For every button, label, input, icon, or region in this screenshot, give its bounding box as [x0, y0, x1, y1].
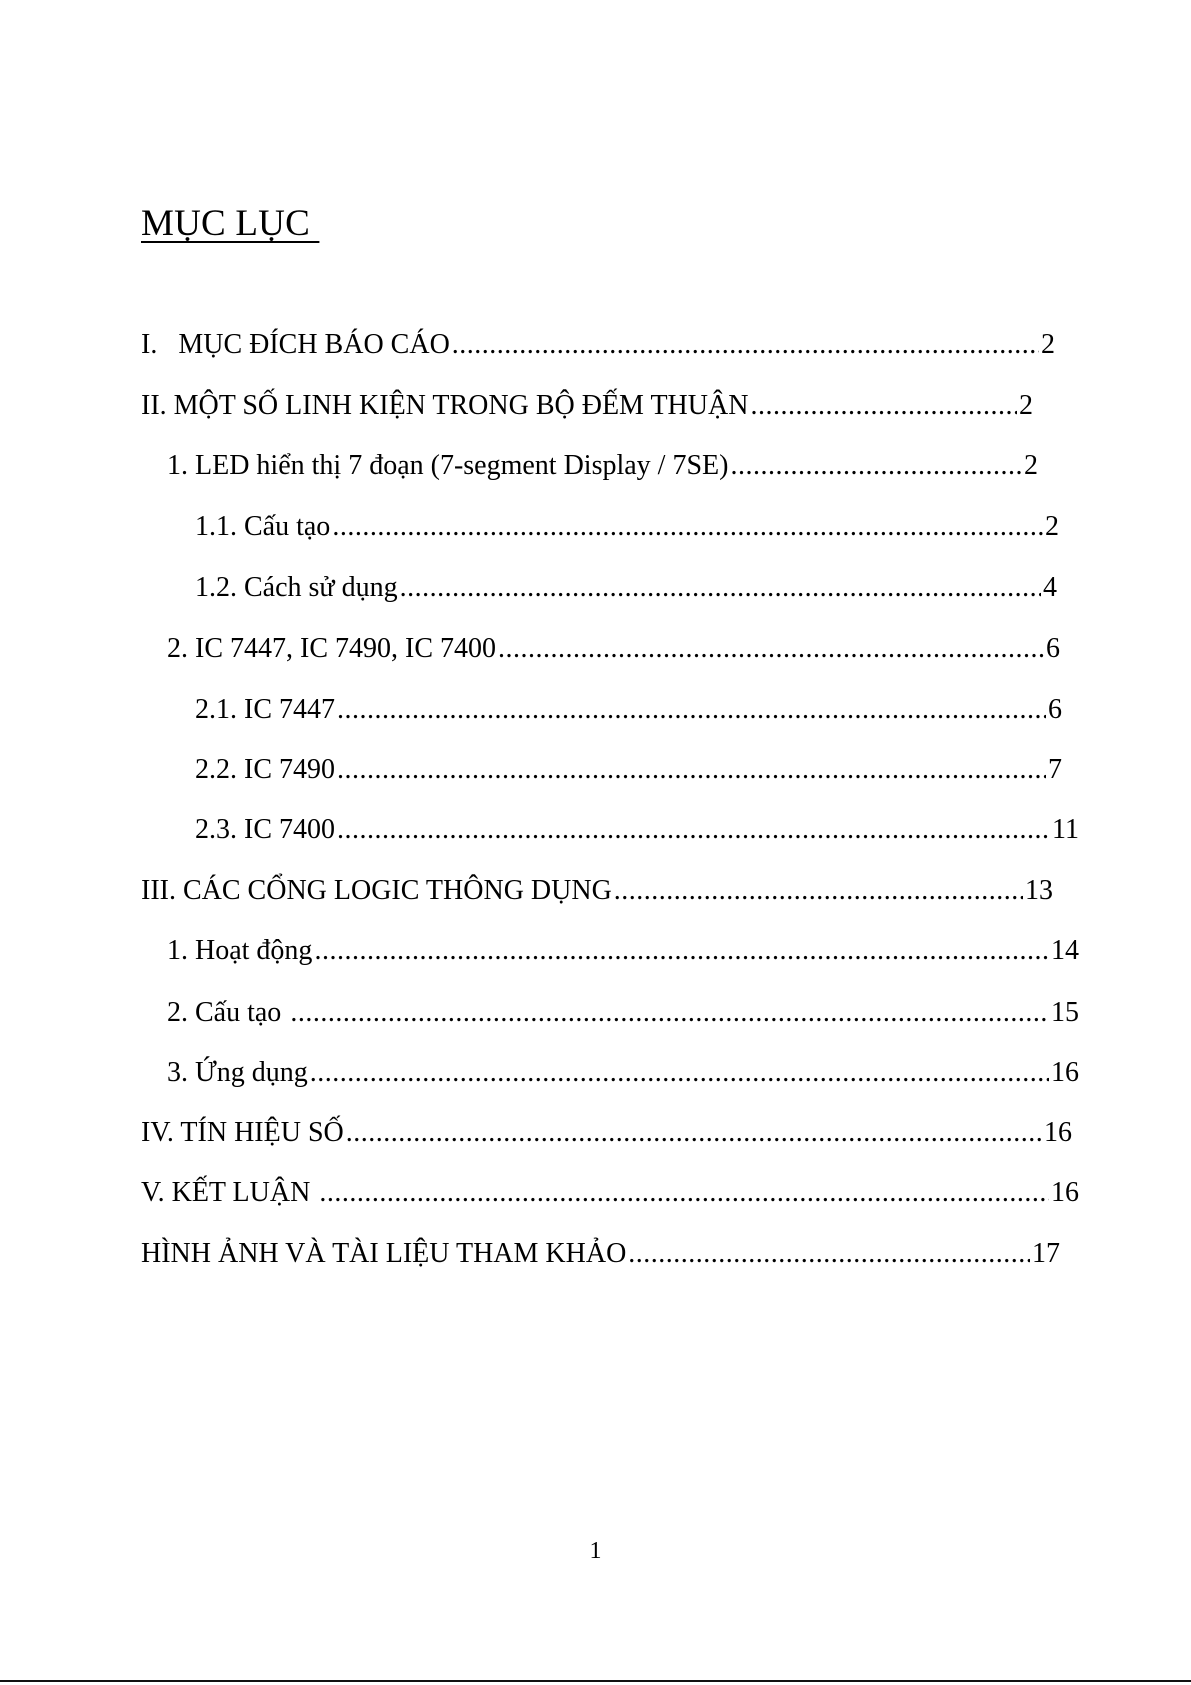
page-number: 1	[589, 1538, 602, 1564]
toc-entry-page: 11	[1052, 814, 1079, 845]
toc-entry[interactable]	[141, 873, 1053, 909]
toc-leader	[452, 327, 1039, 363]
toc-entry[interactable]	[141, 1115, 1072, 1151]
toc-entry-page: 7	[1048, 754, 1062, 785]
toc-entry[interactable]	[167, 933, 1079, 969]
toc-entry[interactable]	[141, 388, 1033, 424]
page-title: MỤC LỤC	[141, 203, 320, 244]
toc-entry[interactable]	[141, 327, 1055, 363]
page-bottom-divider	[0, 1680, 1191, 1682]
toc-leader	[337, 812, 1050, 848]
toc-entry-label: 2.3. IC 7400	[195, 814, 335, 845]
toc-entry[interactable]	[141, 1175, 1079, 1211]
toc-leader	[290, 995, 1049, 1031]
toc-entry[interactable]	[167, 1055, 1079, 1091]
toc-entry-page: 2	[1041, 329, 1055, 360]
toc-entry-label: 1. Hoạt động	[167, 935, 313, 966]
toc-entry-page: 14	[1051, 935, 1079, 966]
toc-entry-page: 16	[1051, 1057, 1079, 1088]
toc-leader	[337, 692, 1046, 728]
toc-leader	[614, 873, 1023, 909]
toc-entry-page: 4	[1043, 572, 1057, 603]
toc-entry[interactable]	[195, 812, 1079, 848]
toc-entry[interactable]	[195, 570, 1057, 606]
toc-entry-page: 6	[1048, 694, 1062, 725]
toc-entry-page: 2	[1024, 450, 1038, 481]
toc-entry-label: I. MỤC ĐÍCH BÁO CÁO	[141, 329, 450, 360]
toc-entry[interactable]	[167, 448, 1038, 484]
toc-leader	[400, 570, 1041, 606]
toc-entry-page: 6	[1046, 633, 1060, 664]
toc-leader	[750, 388, 1017, 424]
toc-entry-page: 16	[1051, 1177, 1079, 1208]
toc-leader	[346, 1115, 1042, 1151]
toc-entry[interactable]	[195, 752, 1062, 788]
toc-entry-label: 1. LED hiển thị 7 đoạn (7-segment Display / 7SE)	[167, 450, 729, 481]
toc-leader	[337, 752, 1046, 788]
toc-entry-page: 13	[1025, 875, 1053, 906]
toc-entry[interactable]	[195, 692, 1062, 728]
toc-entry[interactable]	[141, 1236, 1060, 1272]
toc-entry-label: II. MỘT SỐ LINH KIỆN TRONG BỘ ĐẾM THUẬN	[141, 390, 749, 421]
toc-entry[interactable]	[167, 631, 1060, 667]
toc-entry-label: 2. IC 7447, IC 7490, IC 7400	[167, 633, 496, 664]
toc-entry-label: HÌNH ẢNH VÀ TÀI LIỆU THAM KHẢO	[141, 1238, 627, 1269]
toc-entry-label: 2. Cấu tạo	[167, 997, 289, 1028]
toc-entry-label: 2.2. IC 7490	[195, 754, 335, 785]
toc-leader	[730, 448, 1022, 484]
toc-leader	[332, 509, 1043, 545]
toc-leader	[628, 1236, 1030, 1272]
toc-leader	[310, 1055, 1049, 1091]
toc-entry-label: 1.2. Cách sử dụng	[195, 572, 398, 603]
toc-entry-page: 16	[1044, 1117, 1072, 1148]
toc-entry-page: 2	[1019, 390, 1033, 421]
toc-entry-label: 3. Ứng dụng	[167, 1057, 308, 1088]
toc-entry-label: IV. TÍN HIỆU SỐ	[141, 1117, 344, 1148]
toc-entry-label: 2.1. IC 7447	[195, 694, 335, 725]
toc-entry-page: 2	[1045, 511, 1059, 542]
toc-leader	[498, 631, 1044, 667]
toc-entry-page: 15	[1051, 997, 1079, 1028]
toc-leader	[319, 1175, 1049, 1211]
toc-entry[interactable]	[167, 995, 1079, 1031]
toc-entry-page: 17	[1032, 1238, 1060, 1269]
toc-entry-label: 1.1. Cấu tạo	[195, 511, 331, 542]
toc-leader	[314, 933, 1049, 969]
toc-entry-label: III. CÁC CỔNG LOGIC THÔNG DỤNG	[141, 875, 612, 906]
toc-entry-label: V. KẾT LUẬN	[141, 1177, 318, 1208]
toc-entry[interactable]	[195, 509, 1059, 545]
